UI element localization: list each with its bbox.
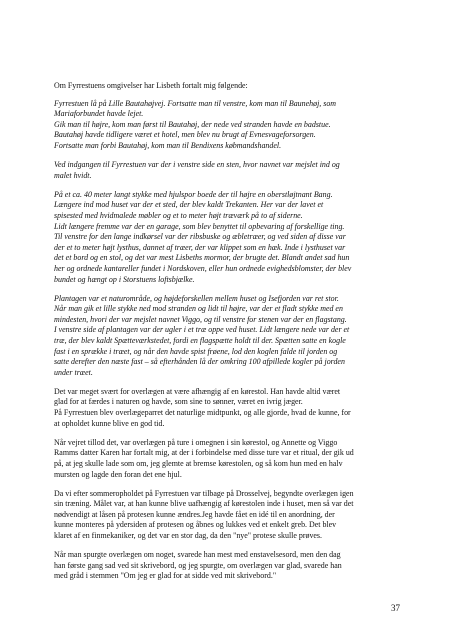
paragraph-grounds [54,190,399,285]
text-line: Ramms datter Karen har fortalt mig, at der i forbindelse med disse ture var et ritual, der gik ud [54,448,354,458]
text-line: træ, der blev kaldt Spætteværkstedet, fordi en flagspætte holdt til der. Spætten satte en kogle [54,335,346,345]
text-line: mursten og lagde den foran det ene hjul. [54,469,182,479]
text-line: Fortsatte man forbi Bautahøj, kom man til Bendixens købmandshandel. [54,140,282,150]
page-number: 37 [391,603,400,613]
text-line: med gråd i stemmen "Om jeg er glad for at sidde ved mit skrivebord." [54,571,277,581]
text-line: der et to meter højt lysthus, dannet af træer, der var klippet som en hæk. Inde i lysthuset var [54,242,346,252]
text-line: satte derefter den næste fast – så efterhånden lå der omkring 100 afpillede kogler på jorden [54,357,345,367]
text-line: På et ca. 40 meter langt stykke med hjulspor boede der til højre en oberstløjtnant Bang. [54,189,333,199]
text-line: nødvendigt at låsen på protesen kunne ændres.Jeg havde fået en idé til en anordning, der [54,509,335,519]
text-line: Bautahøj havde tidligere været et hotel, men blev nu brugt af Evnesvageforsorgen. [54,130,316,140]
text-line: Til venstre for den lange indkørsel var der ribsbuske og æbletræer, og ved siden af disse var [54,232,346,242]
text-line: han første gang sad ved sit skrivebord, og jeg spurgte, om overlægen var glad, svarede han [54,560,342,570]
text-line: På Fyrrestuen blev overlægeparret det naturlige midtpunkt, og alle gjorde, hvad de kunne, for [54,408,351,418]
text-line: klaret af en finmekaniker, og det var en stor dag, da den "nye" protese skulle prøves. [54,530,323,540]
paragraph-wheelchair [54,387,399,429]
text-line: Længere ind mod huset var der et sted, der blev kaldt Trekanten. Her var der lavet et [54,200,324,210]
text-line: Det var meget svært for overlægen at være afhængig af en kørestol. Han havde altid været [54,386,341,396]
paragraph-walks [54,438,399,480]
text-line: kunne monteres på ydersiden af protesen og åbnes og lukkes ved et enkelt greb. Det blev [54,520,337,530]
text-line: Plantagen var et naturområde, og højdeforskellen mellem huset og Isefjorden var ret stor. [54,293,339,303]
text-line: under træet. [54,367,93,377]
text-line: sin træning. Målet var, at han kunne blive uafhængig af kørestolen inde i huset, men så var det [54,499,354,509]
text-line: Gik man til højre, kom man først til Bautahøj, der nede ved stranden havde en badstue. [54,119,331,129]
text-line: Når vejret tillod det, var overlægen på ture i omegnen i sin kørestol, og Annette og Viggo [54,437,338,447]
text-line: Mariaforbundet havde lejet. [54,109,144,119]
text-line: fast i en sprække i træet, og når den havde spist frøene, lod den koglen falde til jorden og [54,346,338,356]
text-line: Når man spurgte overlægen om noget, svarede han mest med enstavelsesord, men den dag [54,550,341,560]
text-line: Ved indgangen til Fyrrestuen var der i venstre side en sten, hvor navnet var mejslet ind og [54,160,340,170]
page-body [54,81,399,590]
paragraph-desk [54,550,399,582]
paragraph-intro [54,81,399,92]
paragraph-training [54,489,399,542]
paragraph-location [54,99,399,152]
text-line: at opholdet kunne blive en god tid. [54,418,165,428]
text-line: Når man gik et lille stykke ned mod stranden og lidt til højre, var der et fladt stykke med en [54,304,343,314]
text-line: bundet og hængt op i Storstuens loftsbjælke. [54,274,195,284]
text-line: mindesten, hvori der var mejslet navnet Viggo, og til venstre for stenen var der en flagstang. [54,314,347,324]
text-line: glad for at færdes i naturen og havde, som sine to sønner, været en ivrig jæger. [54,397,303,407]
text-line: I venstre side af plantagen var der ugler i et træ oppe ved huset. Lidt længere nede var der et [54,325,350,335]
text-line: det et bord og en stol, og det var mest Lisbeths mormor, der brugte det. Blandt andet sad hun [54,253,350,263]
text-line: på, at jeg skulle lade som om, jeg glemte at bremse kørestolen, og så kom hun med en halv [54,458,343,468]
text-line: her og ordnede kantareller fundet i Nordskoven, eller hun ordnede evighedsblomster, der blev [54,263,352,273]
paragraph-plantation [54,294,399,379]
text-line: Da vi efter sommeropholdet på Fyrrestuen var tilbage på Drosselvej, begyndte overlægen igen [54,488,354,498]
text-line: Fyrrestuen lå på Lille Bautahøjvej. Fortsatte man til venstre, kom man til Baunehøj, som [54,98,337,108]
text-line: spisested med hvidmalede møbler og et to meter højt træværk på to af siderne. [54,210,303,220]
text-line: Lidt længere fremme var der en garage, som blev benyttet til opbevaring af forskellige ting. [54,221,345,231]
text-line: malet hvidt. [54,170,92,180]
text-line: Om Fyrrestuens omgivelser har Lisbeth fortalt mig følgende: [54,81,248,90]
paragraph-entrance [54,160,399,181]
